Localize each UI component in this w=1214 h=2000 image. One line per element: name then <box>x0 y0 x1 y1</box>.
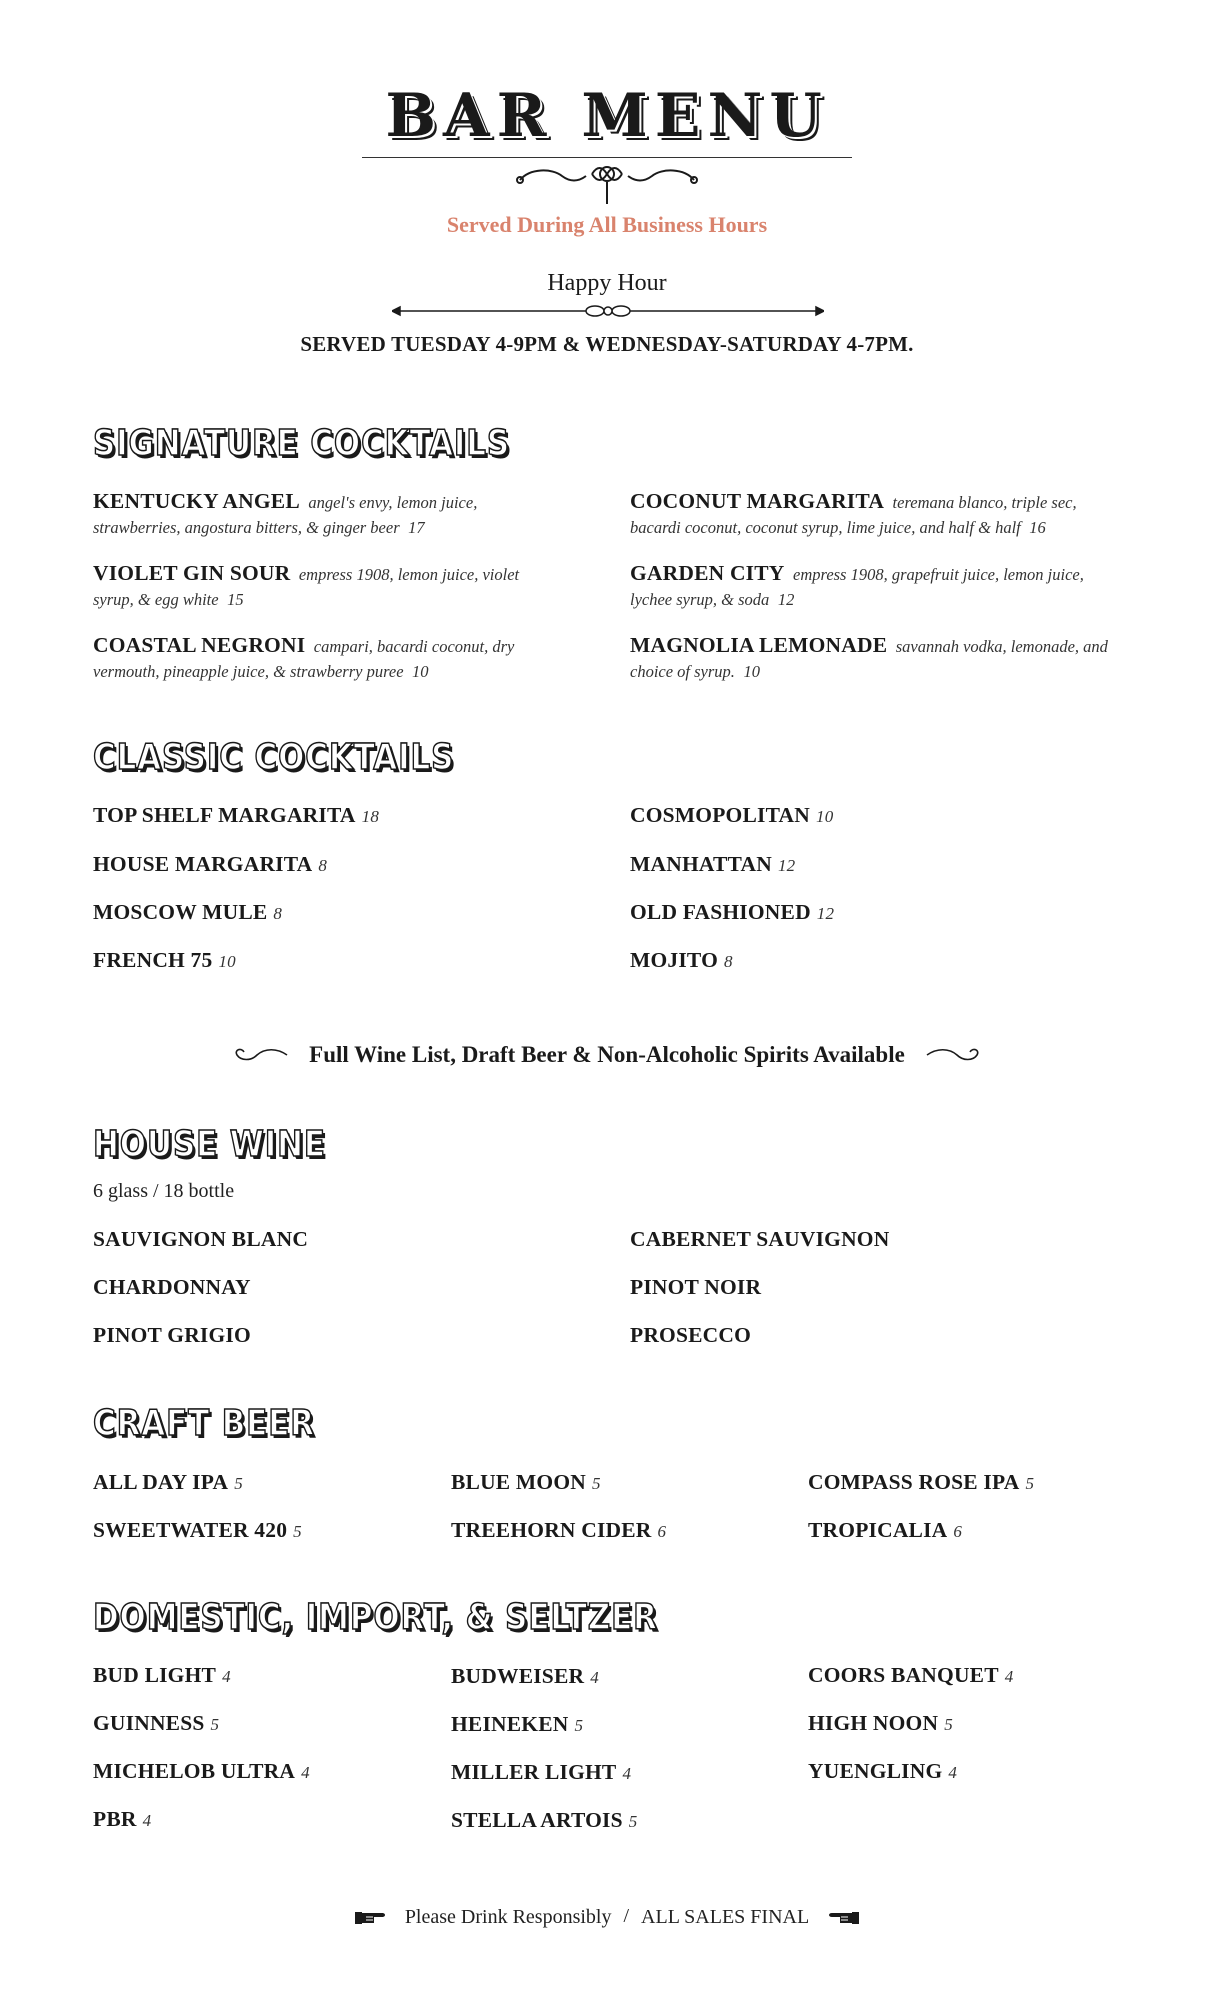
item-price: 5 <box>234 1474 243 1493</box>
swirl-right-icon <box>923 1044 985 1066</box>
item-name: VIOLET GIN SOUR <box>93 561 291 585</box>
item-name: ALL DAY IPA <box>93 1470 229 1494</box>
menu-item <box>630 561 1110 612</box>
item-name: MICHELOB ULTRA <box>93 1759 296 1783</box>
item-price: 4 <box>222 1667 231 1686</box>
item-description: empress 1908, lemon juice, violet syrup, & egg white <box>93 565 520 609</box>
item-price: 8 <box>318 856 328 875</box>
item-description: teremana blanco, triple sec, bacardi coconut, coconut syrup, lime juice, and half & half <box>630 493 1077 537</box>
item-price: 15 <box>227 590 244 609</box>
menu-item <box>451 1760 631 1785</box>
menu-item <box>808 1663 1013 1688</box>
item-name: STELLA ARTOIS <box>451 1808 623 1832</box>
item-price: 5 <box>592 1474 601 1493</box>
item-description: campari, bacardi coconut, dry vermouth, pineapple juice, & strawberry puree <box>93 637 515 681</box>
menu-item <box>93 1470 243 1495</box>
menu-item <box>808 1470 1034 1495</box>
item-name: GARDEN CITY <box>630 561 785 585</box>
item-description: angel's envy, lemon juice, strawberries, angostura bitters, & ginger beer <box>93 493 478 537</box>
item-price: 10 <box>743 662 760 681</box>
item-price: 16 <box>1029 518 1046 537</box>
menu-item <box>630 900 834 925</box>
menu-item <box>630 852 795 877</box>
item-name: HIGH NOON <box>808 1711 939 1735</box>
flourish-ornament-icon <box>512 160 702 206</box>
wine-item: PINOT GRIGIO <box>93 1323 251 1347</box>
item-name: SWEETWATER 420 <box>93 1518 288 1542</box>
item-price: 6 <box>953 1522 963 1541</box>
menu-item <box>808 1518 962 1543</box>
item-price: 17 <box>408 518 425 537</box>
happy-hour-title: Happy Hour <box>547 270 667 296</box>
section-heading-signature: SIGNATURE COCKTAILS <box>93 423 511 464</box>
swirl-left-icon <box>229 1044 291 1066</box>
wine-item: CABERNET SAUVIGNON <box>630 1227 890 1251</box>
menu-item <box>93 948 236 973</box>
item-name: GUINNESS <box>93 1711 205 1735</box>
menu-item <box>93 852 327 877</box>
item-price: 4 <box>1004 1667 1014 1686</box>
item-name: PBR <box>93 1807 137 1831</box>
item-name: MOJITO <box>630 948 719 972</box>
menu-item <box>93 633 563 684</box>
item-price: 12 <box>777 856 796 875</box>
item-price: 10 <box>412 662 429 681</box>
item-name: MOSCOW MULE <box>93 900 268 924</box>
availability-notice <box>0 1040 1214 1068</box>
section-heading-craft-beer: CRAFT BEER <box>93 1403 315 1444</box>
section-heading-domestic: DOMESTIC, IMPORT, & SELTZER <box>93 1597 658 1638</box>
item-price: 4 <box>301 1763 310 1782</box>
item-name: BUDWEISER <box>451 1664 585 1688</box>
divider-arrow-icon <box>392 302 824 320</box>
item-name: MANHATTAN <box>630 852 772 876</box>
item-name: COASTAL NEGRONI <box>93 633 306 657</box>
wine-item: CHARDONNAY <box>93 1275 251 1299</box>
menu-item <box>630 633 1110 684</box>
wine-item: PROSECCO <box>630 1323 752 1347</box>
menu-item <box>451 1518 666 1543</box>
item-price: 12 <box>777 590 795 609</box>
item-price: 8 <box>724 952 733 971</box>
item-name: TROPICALIA <box>808 1518 948 1542</box>
happy-hour-times: SERVED TUESDAY 4-9PM & WEDNESDAY-SATURDAY 4-7PM. <box>300 332 914 356</box>
item-name: COSMOPOLITAN <box>630 803 810 827</box>
notice-text: Full Wine List, Draft Beer & Non-Alcoholic Spirits Available <box>309 1041 905 1067</box>
menu-item <box>93 1807 151 1832</box>
item-name: COCONUT MARGARITA <box>630 489 885 513</box>
menu-item <box>93 561 563 612</box>
menu-item <box>93 1518 302 1543</box>
menu-item <box>93 1711 219 1736</box>
item-description: empress 1908, grapefruit juice, lemon juice, lychee syrup, & soda <box>630 565 1084 609</box>
item-price: 4 <box>590 1668 599 1687</box>
item-price: 5 <box>574 1716 584 1735</box>
menu-item <box>93 1759 310 1784</box>
item-name: HOUSE MARGARITA <box>93 852 313 876</box>
pointing-hand-right-icon <box>354 1908 388 1926</box>
wine-pricing: 6 glass / 18 bottle <box>93 1180 235 1202</box>
menu-title: BAR MENU <box>385 81 829 151</box>
item-name: HEINEKEN <box>451 1712 569 1736</box>
item-name: MILLER LIGHT <box>451 1760 617 1784</box>
section-heading-house-wine: HOUSE WINE <box>93 1124 326 1165</box>
item-name: YUENGLING <box>808 1759 943 1783</box>
item-description: savannah vodka, lemonade, and choice of syrup. <box>630 637 1108 681</box>
item-name: KENTUCKY ANGEL <box>93 489 300 513</box>
menu-item <box>451 1664 599 1689</box>
menu-item <box>93 489 563 540</box>
item-price: 5 <box>628 1812 638 1831</box>
item-price: 12 <box>816 904 835 923</box>
item-name: BUD LIGHT <box>93 1663 217 1687</box>
footer-separator: / <box>623 1905 630 1927</box>
menu-item <box>630 489 1110 540</box>
item-name: TOP SHELF MARGARITA <box>93 803 356 827</box>
item-price: 10 <box>816 807 834 826</box>
item-price: 6 <box>657 1522 667 1541</box>
title-rule <box>362 157 852 158</box>
item-name: MAGNOLIA LEMONADE <box>630 633 888 657</box>
menu-item <box>451 1712 583 1737</box>
item-price: 4 <box>142 1811 152 1830</box>
item-price: 10 <box>218 952 236 971</box>
item-name: FRENCH 75 <box>93 948 213 972</box>
item-price: 5 <box>1025 1474 1035 1493</box>
item-name: COMPASS ROSE IPA <box>808 1470 1020 1494</box>
item-price: 8 <box>273 904 283 923</box>
item-name: OLD FASHIONED <box>630 900 811 924</box>
footer <box>0 1905 1214 1929</box>
menu-item <box>93 900 282 925</box>
item-name: TREEHORN CIDER <box>451 1518 652 1542</box>
menu-item <box>630 948 733 973</box>
menu-item <box>808 1759 957 1784</box>
service-subtitle: Served During All Business Hours <box>446 212 768 237</box>
wine-item: SAUVIGNON BLANC <box>93 1227 309 1251</box>
menu-item <box>630 803 833 828</box>
item-price: 5 <box>944 1715 953 1734</box>
section-heading-classic: CLASSIC COCKTAILS <box>93 737 455 778</box>
item-price: 5 <box>293 1522 302 1541</box>
footer-left-text: Please Drink Responsibly <box>404 1905 612 1928</box>
menu-item <box>93 803 379 828</box>
pointing-hand-left-icon <box>826 1908 860 1926</box>
item-price: 5 <box>210 1715 220 1734</box>
item-price: 4 <box>622 1764 632 1783</box>
menu-item <box>808 1711 953 1736</box>
menu-item <box>451 1808 637 1833</box>
menu-item <box>451 1470 601 1495</box>
item-name: COORS BANQUET <box>808 1663 999 1687</box>
item-price: 18 <box>361 807 380 826</box>
wine-item: PINOT NOIR <box>630 1275 762 1299</box>
menu-item <box>93 1663 231 1688</box>
item-price: 4 <box>948 1763 958 1782</box>
item-name: BLUE MOON <box>451 1470 586 1494</box>
footer-right-text: ALL SALES FINAL <box>641 1905 810 1928</box>
